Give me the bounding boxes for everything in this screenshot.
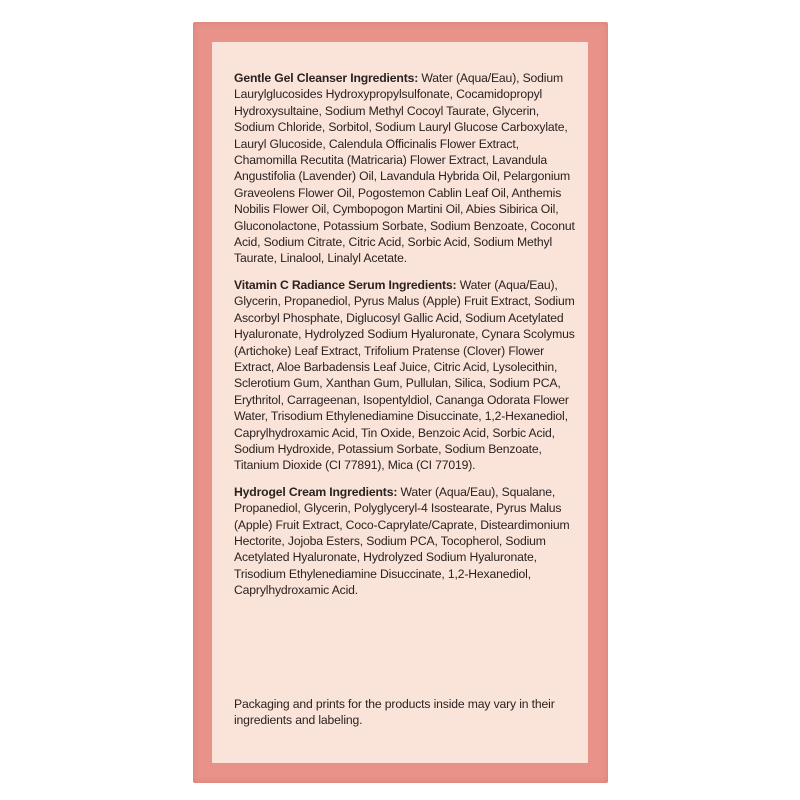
cleanser-heading: Gentle Gel Cleanser Ingredients: — [234, 71, 419, 85]
serum-heading: Vitamin C Radiance Serum Ingredients: — [234, 277, 457, 292]
cream-ingredients — [234, 484, 580, 599]
serum-ingredients — [234, 277, 580, 474]
cream-heading: Hydrogel Cream Ingredients: — [234, 484, 398, 499]
ingredients-list — [234, 70, 580, 609]
cleanser-ingredients — [234, 70, 580, 267]
serum-text: Water (Aqua/Eau), Glycerin, Propanediol, Pyrus Malus (Apple) Fruit Extract, Sodium Ascorbyl Phosphate, Diglucosyl Gallic Acid, Sodium Acetylated Hyaluronate, Hydrolyzed Sodium Hyaluronate, Cynara Scolymus (Artichoke) Leaf Extract, Trifolium Pratense (Clover) Flower Extract, Aloe Barbadensis Leaf Juice, Citric Acid, Lysolecithin, Sclerotium Gum, Xanthan Gum, Pullulan, Silica, Sodium PCA, Erythritol, Carrageenan, Isopentyldiol, Cananga Odorata Flower Water, Trisodium Ethylenediamine Disuccinate, 1,2-Hexanediol, Caprylhydroxamic Acid, Tin Oxide, Benzoic Acid, Sorbic Acid, Sodium Hydroxide, Potassium Sorbate, Sodium Benzoate, Titanium Dioxide (CI 77891), Mica (CI 77019). — [234, 277, 575, 473]
cream-text: Water (Aqua/Eau), Squalane, Propanediol, Glycerin, Polyglyceryl-4 Isostearate, Pyrus Malus (Apple) Fruit Extract, Coco-Caprylate/Caprate, Disteardimonium Hectorite, Jojoba Esters, Sodium PCA, Tocopherol, Sodium Acetylated Hyaluronate, Hydrolyzed Sodium Hyaluronate, Trisodium Ethylenediamine Disuccinate, 1,2-Hexanediol, Caprylhydroxamic Acid. — [234, 484, 570, 598]
cleanser-text: Water (Aqua/Eau), Sodium Laurylglucosides Hydroxypropylsulfonate, Cocamidopropyl Hydroxysultaine, Sodium Methyl Cocoyl Taurate, Glycerin, Sodium Chloride, Sorbitol, Sodium Lauryl Glucose Carboxylate, Lauryl Glucoside, Calendula Officinalis Flower Extract, Chamomilla Recutita (Matricaria) Flower Extract, Lavandula Angustifolia (Lavender) Oil, Lavandula Hybrida Oil, Pelargonium Graveolens Flower Oil, Pogostemon Cablin Leaf Oil, Anthemis Nobilis Flower Oil, Cymbopogon Martini Oil, Abies Sibirica Oil, Gluconolactone, Potassium Sorbate, Sodium Benzoate, Coconut Acid, Sodium Citrate, Citric Acid, Sorbic Acid, Sodium Methyl Taurate, Linalool, Linalyl Acetate. — [234, 71, 575, 266]
packaging-disclaimer: Packaging and prints for the products inside may vary in their ingredients and labeling. — [234, 697, 555, 728]
